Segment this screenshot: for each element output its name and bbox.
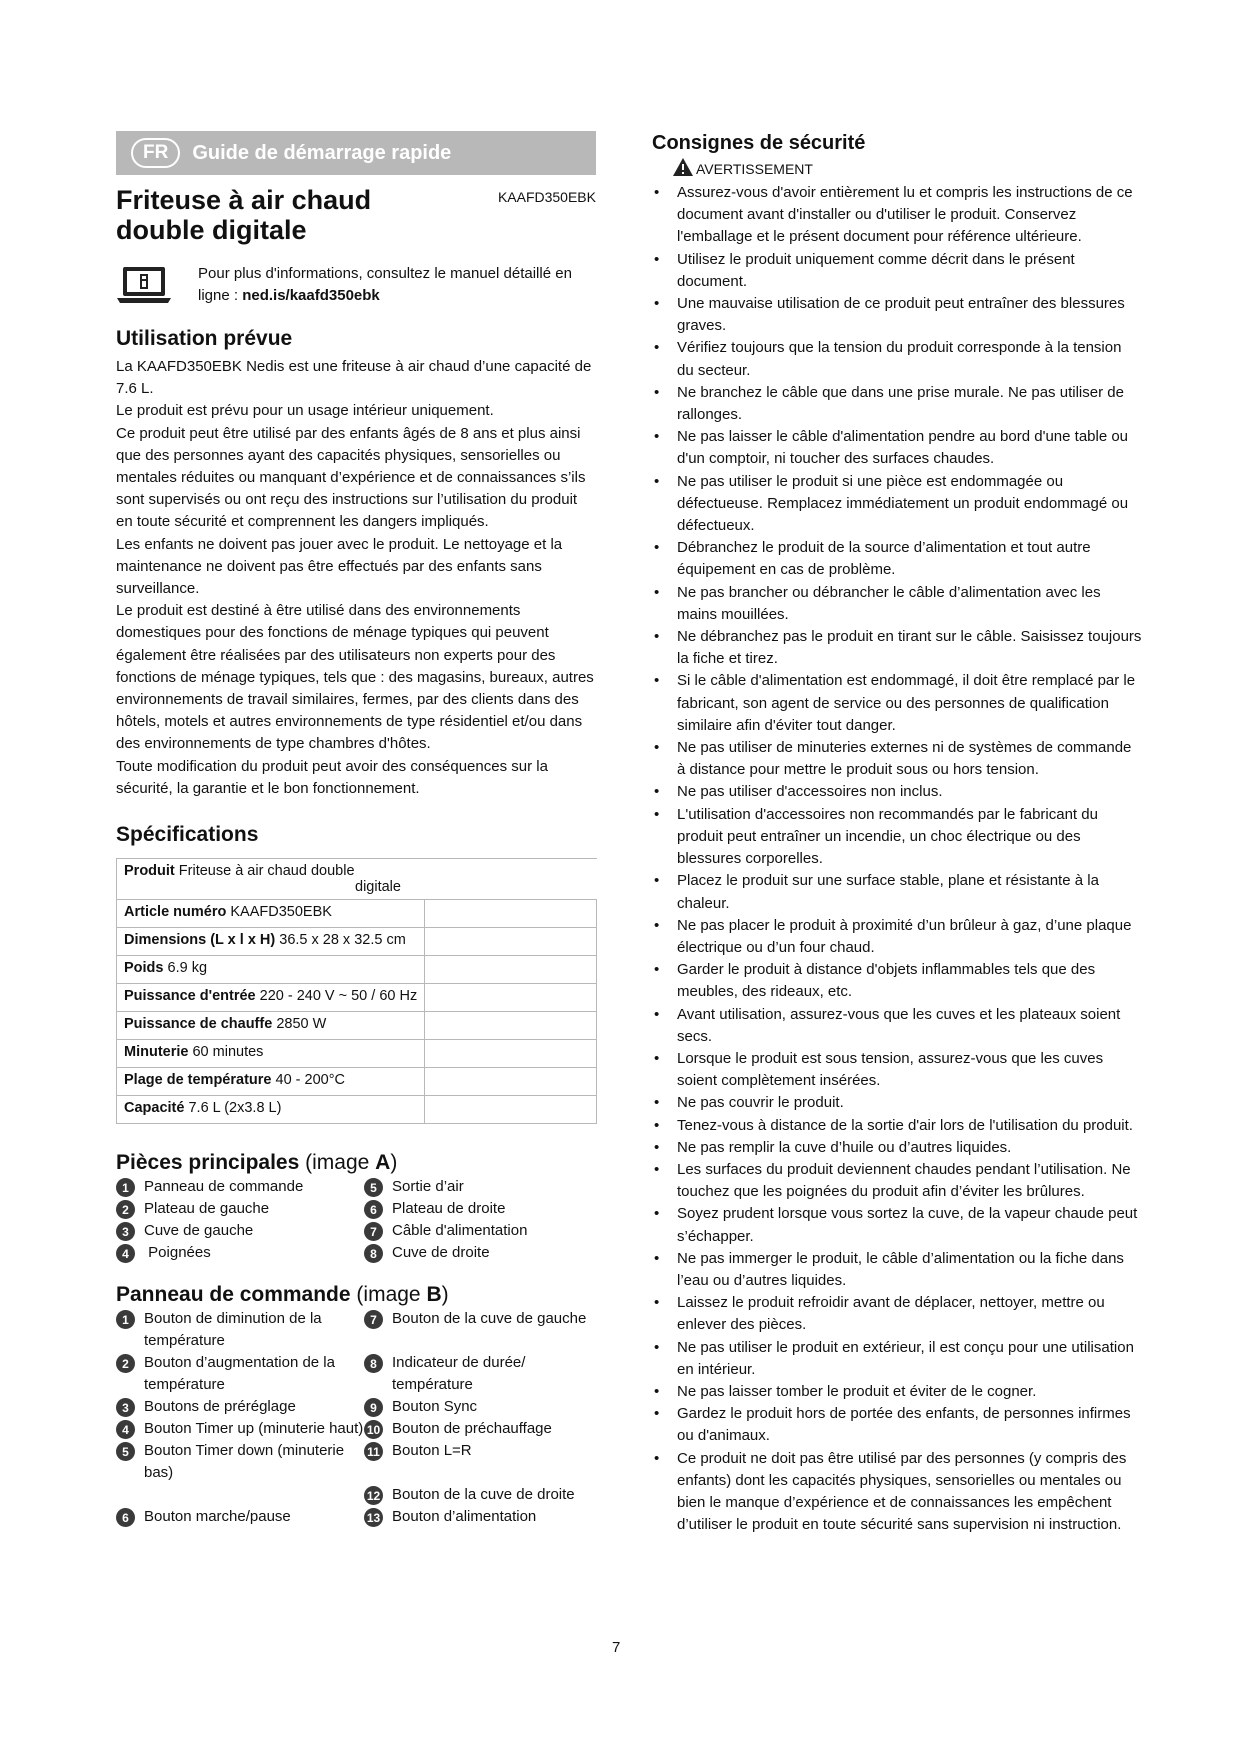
- list-item: 9 Bouton Sync: [364, 1396, 596, 1418]
- specs-heading: Spécifications: [116, 823, 259, 847]
- info-text: Pour plus d'informations, consultez le manuel détaillé en ligne : ned.is/kaafd350ebk: [198, 265, 572, 304]
- list-item: • Ne pas couvrir le produit.: [652, 1092, 1142, 1114]
- list-item: • Ce produit ne doit pas être utilisé par des personnes (y compris des enfants) dont les capacités physiques, sensorielles ou mentales ou bien le manque d’expérience et de connaissances les empêchent d’utiliser le produit en toute sécurité sans supervision ni instruction.: [652, 1448, 1142, 1537]
- list-item: • Ne branchez le câble que dans une prise murale. Ne pas utiliser de rallonges.: [652, 382, 1142, 426]
- list-item: • Vérifiez toujours que la tension du produit corresponde à la tension du secteur.: [652, 337, 1142, 381]
- number-badge: 4: [116, 1420, 135, 1439]
- list-item: • Avant utilisation, assurez-vous que les cuves et les plateaux soient secs.: [652, 1004, 1142, 1048]
- list-item: • Ne pas brancher ou débrancher le câble d’alimentation avec les mains mouillées.: [652, 582, 1142, 626]
- main-parts-list: [116, 1176, 596, 1264]
- list-item: • Ne pas laisser le câble d'alimentation pendre au bord d'une table ou d'un comptoir, ni toucher des surfaces chaudes.: [652, 426, 1142, 470]
- paragraph: Les enfants ne doivent pas jouer avec le produit. Le nettoyage et la maintenance ne doivent pas être effectués par des enfants sans surveillance.: [116, 535, 563, 598]
- number-badge: 8: [364, 1354, 383, 1373]
- number-badge: 10: [364, 1420, 383, 1439]
- number-badge: 9: [364, 1398, 383, 1417]
- list-item: 3 Cuve de gauche: [116, 1220, 364, 1242]
- warning-row: [672, 157, 1142, 180]
- safety-list: [652, 182, 1142, 1536]
- list-item: 13 Bouton d’alimentation: [364, 1506, 596, 1528]
- list-item: 4 Bouton Timer up (minuterie haut): [116, 1418, 364, 1440]
- list-item: • Une mauvaise utilisation de ce produit peut entraîner des blessures graves.: [652, 293, 1142, 337]
- list-item: 1 Bouton de diminution de la température: [116, 1308, 364, 1352]
- number-badge: 1: [116, 1310, 135, 1329]
- number-badge: 7: [364, 1222, 383, 1241]
- list-item: 4 Poignées: [116, 1242, 364, 1264]
- number-badge: 3: [116, 1398, 135, 1417]
- page-number: 7: [612, 1639, 621, 1656]
- list-item: • Placez le produit sur une surface stable, plane et résistante à la chaleur.: [652, 870, 1142, 914]
- laptop-info-icon: [116, 263, 198, 310]
- warning-label: AVERTISSEMENT: [696, 160, 813, 177]
- list-item: • Ne pas utiliser de minuteries externes ni de systèmes de commande à distance pour mettre le produit sous ou hors tension.: [652, 737, 1142, 781]
- list-item: 2 Plateau de gauche: [116, 1198, 364, 1220]
- title-row: [116, 185, 596, 245]
- number-badge: 8: [364, 1244, 383, 1263]
- number-badge: 2: [116, 1200, 135, 1219]
- paragraph: La KAAFD350EBK Nedis est une friteuse à air chaud d’une capacité de 7.6 L.: [116, 358, 592, 398]
- number-badge: 7: [364, 1310, 383, 1329]
- paragraph: Toute modification du produit peut avoir des conséquences sur la sécurité, la garantie et le bon fonctionnement.: [116, 757, 548, 797]
- list-item: • Ne pas utiliser d'accessoires non inclus.: [652, 781, 1142, 803]
- list-item: • Ne pas placer le produit à proximité d’un brûleur à gaz, d’une plaque électrique ou d’un four chaud.: [652, 915, 1142, 959]
- list-item: • Ne pas utiliser le produit si une pièce est endommagée ou défectueuse. Remplacez immédiatement un produit endommagé ou défectueux.: [652, 471, 1142, 538]
- number-badge: 13: [364, 1508, 383, 1527]
- list-item: • Laissez le produit refroidir avant de déplacer, nettoyer, mettre ou enlever des pièces.: [652, 1292, 1142, 1336]
- info-row: [116, 263, 596, 310]
- number-badge: 2: [116, 1354, 135, 1373]
- left-column: [116, 131, 596, 1528]
- control-panel-list: [116, 1308, 596, 1528]
- list-item: • Gardez le produit hors de portée des enfants, de personnes infirmes ou d'animaux.: [652, 1403, 1142, 1447]
- number-badge: 5: [364, 1178, 383, 1197]
- list-item: • Ne pas laisser tomber le produit et éviter de le cogner.: [652, 1381, 1142, 1403]
- list-item: • Ne pas remplir la cuve d’huile ou d’autres liquides.: [652, 1137, 1142, 1159]
- list-item: • Ne débranchez pas le produit en tirant sur le câble. Saisissez toujours la fiche et tirez.: [652, 626, 1142, 670]
- list-item: • L'utilisation d'accessoires non recommandés par le fabricant du produit peut entraîner un incendie, un choc électrique ou des blessures corporelles.: [652, 804, 1142, 871]
- list-item: • Ne pas utiliser le produit en extérieur, il est conçu pour une utilisation en intérieur.: [652, 1337, 1142, 1381]
- paragraph: Le produit est prévu pour un usage intérieur uniquement.: [116, 402, 494, 420]
- paragraph: Ce produit peut être utilisé par des enfants âgés de 8 ans et plus ainsi que des personnes ayant des capacités physiques, sensorielles ou mentales réduites ou manquant d’expérience et de connaissances s’ils sont supervisés ou ont reçu des instructions sur l’utilisation du produit en toute sécurité et comprennent les dangers impliqués.: [116, 424, 586, 531]
- language-badge: FR: [131, 138, 180, 168]
- main-parts-heading: Pièces principales (image A): [116, 1151, 398, 1175]
- table-row: Capacité 7.6 L (2x3.8 L): [117, 1096, 597, 1124]
- list-item: 12 Bouton de la cuve de droite: [364, 1484, 596, 1506]
- list-item: 1 Panneau de commande: [116, 1176, 364, 1198]
- model-code: KAAFD350EBK: [497, 189, 596, 205]
- product-title: Friteuse à air chaud double digitale: [116, 185, 372, 245]
- list-item: • Garder le produit à distance d'objets inflammables tels que des meubles, des rideaux, etc.: [652, 959, 1142, 1003]
- table-row: Puissance d'entrée 220 - 240 V ~ 50 / 60 Hz: [117, 984, 597, 1012]
- manual-link[interactable]: ned.is/kaafd350ebk: [242, 287, 380, 304]
- table-row: Article numéro KAAFD350EBK: [117, 900, 597, 928]
- table-row: Plage de température 40 - 200°C: [117, 1068, 597, 1096]
- number-badge: 5: [116, 1442, 135, 1461]
- list-item: 5 Bouton Timer down (minuterie bas): [116, 1440, 364, 1484]
- list-item: 6 Bouton marche/pause: [116, 1506, 364, 1528]
- number-badge: 12: [364, 1486, 383, 1505]
- list-item: 7 Câble d'alimentation: [364, 1220, 596, 1242]
- table-row: Poids 6.9 kg: [117, 956, 597, 984]
- number-badge: 11: [364, 1442, 383, 1461]
- list-item: • Les surfaces du produit deviennent chaudes pendant l’utilisation. Ne touchez que les poignées du produit afin d’éviter les brûlures.: [652, 1159, 1142, 1203]
- guide-header-bar: [116, 131, 596, 175]
- table-row: Minuterie 60 minutes: [117, 1040, 597, 1068]
- table-row: Produit Friteuse à air chaud double digitale: [117, 859, 597, 900]
- control-panel-heading: Panneau de commande (image B): [116, 1283, 449, 1307]
- list-item: 8 Cuve de droite: [364, 1242, 596, 1264]
- number-badge: 6: [116, 1508, 135, 1527]
- number-badge: 3: [116, 1222, 135, 1241]
- list-item: 3 Boutons de préréglage: [116, 1396, 364, 1418]
- specs-table: [116, 858, 597, 1124]
- list-item: • Tenez-vous à distance de la sortie d'air lors de l'utilisation du produit.: [652, 1115, 1142, 1137]
- list-item: 11 Bouton L=R: [364, 1440, 596, 1484]
- list-item: 2 Bouton d’augmentation de la température: [116, 1352, 364, 1396]
- number-badge: 4: [116, 1244, 135, 1263]
- list-item: • Débranchez le produit de la source d’alimentation et tout autre équipement en cas de problème.: [652, 537, 1142, 581]
- table-row: Puissance de chauffe 2850 W: [117, 1012, 597, 1040]
- safety-heading: Consignes de sécurité: [652, 132, 866, 154]
- list-item: 8 Indicateur de durée/ température: [364, 1352, 596, 1396]
- list-item: 5 Sortie d’air: [364, 1176, 596, 1198]
- list-item: • Soyez prudent lorsque vous sortez la cuve, de la vapeur chaude peut s’échapper.: [652, 1203, 1142, 1247]
- list-item: [116, 1484, 364, 1506]
- list-item: • Utilisez le produit uniquement comme décrit dans le présent document.: [652, 249, 1142, 293]
- list-item: 6 Plateau de droite: [364, 1198, 596, 1220]
- right-column: [652, 131, 1142, 1536]
- list-item: 10 Bouton de préchauffage: [364, 1418, 596, 1440]
- guide-label: Guide de démarrage rapide: [192, 141, 452, 164]
- warning-triangle-icon: [672, 157, 696, 180]
- intended-use-heading: Utilisation prévue: [116, 327, 293, 350]
- list-item: • Si le câble d'alimentation est endommagé, il doit être remplacé par le fabricant, son agent de service ou des personnes de qualification similaire afin d'éviter tout danger.: [652, 670, 1142, 737]
- number-badge: 1: [116, 1178, 135, 1197]
- paragraph: Le produit est destiné à être utilisé dans des environnements domestiques pour des fonctions de ménage typiques qui peuvent également être réalisées par des utilisateurs non experts pour des fonctions de ménage typiques, tels que : des magasins, bureaux, autres environnements de travail similaires, fermes, par des clients dans des hôtels, motels et autres environnements de type résidentiel et/ou dans des environnements de type chambres d'hôtes.: [116, 602, 594, 753]
- number-badge: 6: [364, 1200, 383, 1219]
- list-item: 7 Bouton de la cuve de gauche: [364, 1308, 596, 1352]
- intended-use-text: [116, 356, 596, 800]
- table-row: Dimensions (L x l x H) 36.5 x 28 x 32.5 cm: [117, 928, 597, 956]
- list-item: • Lorsque le produit est sous tension, assurez-vous que les cuves soient complètement insérées.: [652, 1048, 1142, 1092]
- list-item: • Ne pas immerger le produit, le câble d’alimentation ou la fiche dans l’eau ou d’autres liquides.: [652, 1248, 1142, 1292]
- list-item: • Assurez-vous d'avoir entièrement lu et compris les instructions de ce document avant d'installer ou d'utiliser le produit. Conservez l'emballage et le présent document pour référence ultérieure.: [652, 182, 1142, 249]
